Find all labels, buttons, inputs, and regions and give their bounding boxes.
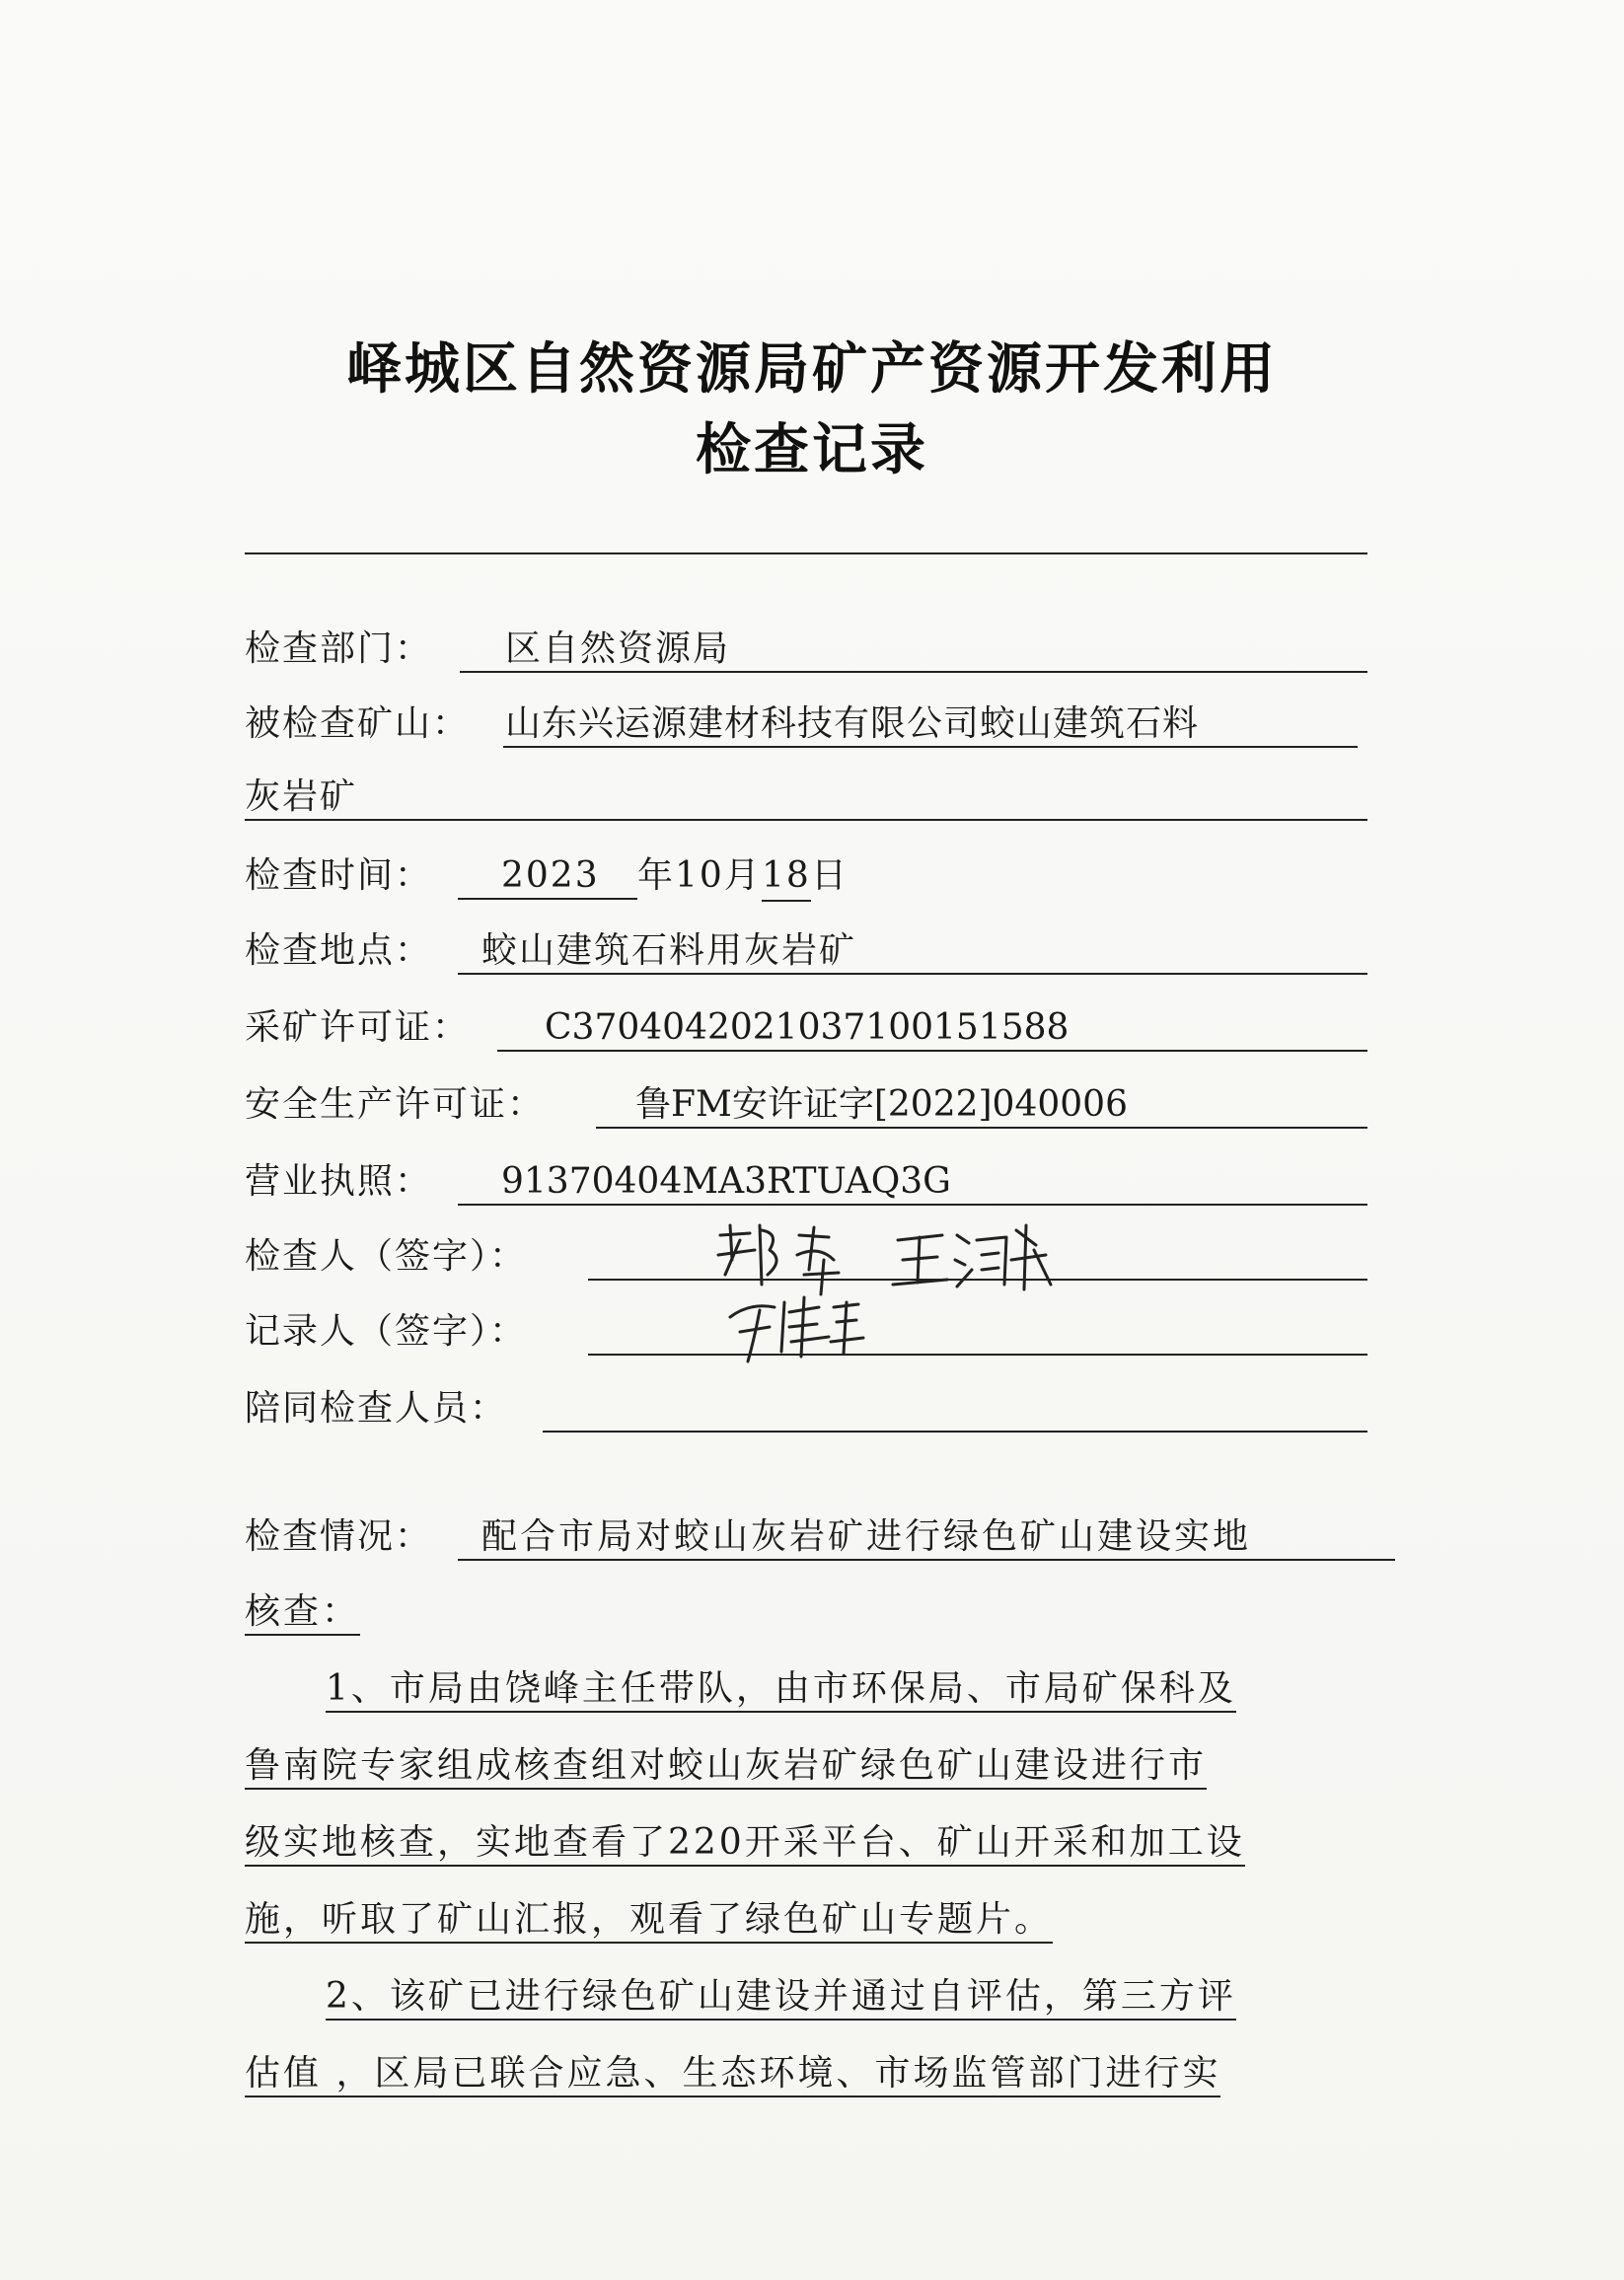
- biz-label: 营业执照：: [245, 1161, 433, 1202]
- para1-line3-wrap: [245, 1821, 1245, 1865]
- para1-line1-wrap: [326, 1667, 1236, 1711]
- para2-line2: 估值 ，区局已联合应急、生态环境、市场监管部门进行实: [245, 2053, 1220, 2097]
- time-day-suffix: 日: [811, 855, 849, 896]
- mine-value-line2: 灰岩矿: [245, 776, 358, 817]
- document-title-line2: 检查记录: [696, 418, 928, 482]
- accompany-label: 陪同检查人员：: [245, 1388, 508, 1429]
- para1-line1: 1、市局由饶峰主任带队，由市环保局、市局矿保科及: [326, 1668, 1236, 1713]
- time-month-text: 年10月: [637, 855, 762, 896]
- situation-label: 检查情况：: [245, 1516, 433, 1557]
- license-value: C3704042021037100151588: [545, 1007, 1070, 1048]
- biz-value: 91370404MA3RTUAQ3G: [501, 1161, 951, 1202]
- para1-line2-wrap: [245, 1744, 1207, 1788]
- para1-line3: 级实地核查，实地查看了220开采平台、矿山开采和加工设: [245, 1822, 1245, 1867]
- time-label: 检查时间：: [245, 855, 433, 896]
- license-label: 采矿许可证：: [245, 1007, 471, 1048]
- para2-line1-wrap: [326, 1975, 1236, 2019]
- para2-line1: 2、该矿已进行绿色矿山建设并通过自评估，第三方评: [326, 1976, 1236, 2021]
- mine-underline-2: [245, 775, 1367, 821]
- para1-line4: 施，听取了矿山汇报，观看了绿色矿山专题片。: [245, 1899, 1053, 1944]
- situation-line2: 核查：: [245, 1591, 360, 1636]
- inspector-label: 检查人（签字）：: [245, 1236, 528, 1277]
- situation-line1: 配合市局对蛟山灰岩矿进行绿色矿山建设实地: [481, 1516, 1252, 1557]
- place-label: 检查地点：: [245, 930, 433, 971]
- para1-line2: 鲁南院专家组成核查组对蛟山灰岩矿绿色矿山建设进行市: [245, 1745, 1207, 1790]
- recorder-signature: [720, 1283, 878, 1371]
- place-value: 蛟山建筑石料用灰岩矿: [481, 930, 857, 971]
- safety-label: 安全生产许可证：: [245, 1084, 546, 1125]
- accompany-underline: [543, 1387, 1367, 1433]
- title-divider: [245, 552, 1367, 554]
- safety-value: 鲁FM安许证字[2022]040006: [635, 1084, 1128, 1125]
- dept-value: 区自然资源局: [505, 628, 731, 669]
- document-title-line1: 峄城区自然资源局矿产资源开发利用: [346, 337, 1278, 402]
- time-day: 18: [762, 854, 811, 902]
- time-year: 2023: [501, 855, 600, 896]
- mine-label: 被检查矿山：: [245, 703, 471, 744]
- situation-line2-wrap: [245, 1590, 360, 1634]
- recorder-underline: [588, 1310, 1367, 1356]
- recorder-label: 记录人（签字）：: [245, 1311, 528, 1352]
- para2-line2-wrap: [245, 2052, 1220, 2096]
- mine-value-line1: 山东兴运源建材科技有限公司蛟山建筑石料: [505, 703, 1200, 744]
- para1-line4-wrap: [245, 1898, 1053, 1942]
- dept-label: 检查部门：: [245, 628, 433, 669]
